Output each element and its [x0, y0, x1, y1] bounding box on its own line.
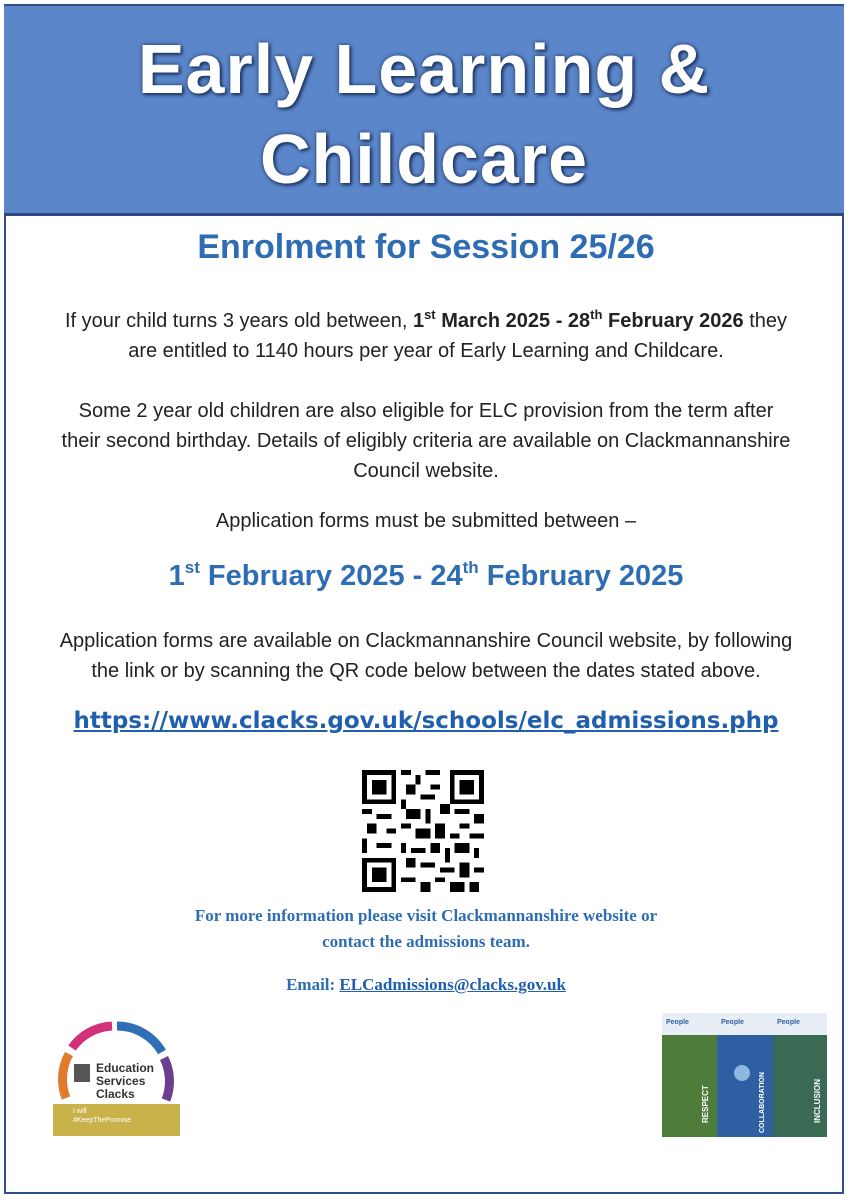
submission-dates: 1st February 2025 - 24th February 2025 — [168, 558, 684, 592]
eligibility-paragraph: If your child turns 3 years old between, 1st March 2025 - 28th February 2026 they are entitled to 1140 hours per year of Early Learning and Childcare. — [64, 307, 788, 362]
qr-code[interactable] — [362, 770, 484, 892]
two-year-olds-paragraph: Some 2 year old children are also eligible for ELC provision from the term after their second birthday. Details of eligibly criteria are available on Clackmannanshire Council website. — [61, 400, 791, 482]
page-title: Early Learning & Childcare — [137, 30, 711, 198]
email-link[interactable]: ELCadmissions@clacks.gov.uk — [339, 975, 566, 994]
logo-text: Education Services Clacks — [96, 1061, 155, 1101]
poster-heading-2: People — [721, 1019, 744, 1026]
poster-word-collaboration: COLLABORATION — [759, 1072, 766, 1133]
title-banner — [4, 6, 844, 216]
poster-heading-3: People — [777, 1019, 800, 1026]
submission-intro: Application forms must be submitted between – — [215, 510, 637, 532]
availability-paragraph: Application forms are available on Clackmannanshire Council website, by following the link or by scanning the QR code below between the dates stated above. — [59, 630, 793, 682]
poster-heading-1: People — [666, 1019, 689, 1026]
values-posters-image — [662, 1013, 827, 1137]
session-heading: Enrolment for Session 25/26 — [197, 228, 655, 266]
keep-the-promise-badge: I will #KeepThePromise — [53, 1104, 180, 1136]
email-line: Email: ELCadmissions@clacks.gov.uk — [286, 975, 566, 994]
more-info-text: For more information please visit Clackmannanshire website or contact the admissions team. — [194, 906, 658, 951]
poster-word-inclusion: INCLUSION — [813, 1079, 822, 1123]
poster-word-respect: RESPECT — [701, 1085, 710, 1123]
admissions-link[interactable]: https://www.clacks.gov.uk/schools/elc_admissions.php — [73, 708, 779, 734]
